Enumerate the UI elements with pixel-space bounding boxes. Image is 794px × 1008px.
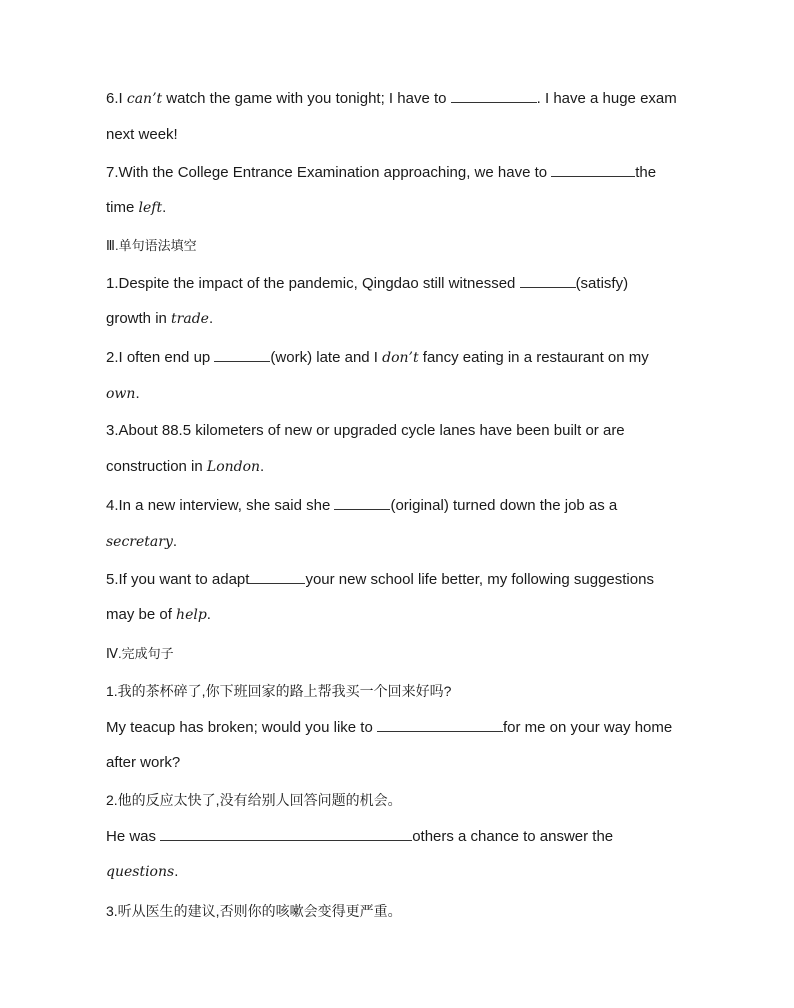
q6-text: watch the game with you tonight; I have to [162,90,451,107]
grammar-q5-text: . [206,606,211,623]
grammar-q5-text: may be of [106,606,177,623]
grammar-q2-line-1 [106,347,649,368]
sentence-q1-line-1 [106,717,672,738]
section-4-heading [106,644,174,664]
sentence-q1-text: for me on your way home [502,719,673,736]
q7-text: 7.With the College Entrance Examination approaching, we have to [106,164,552,181]
q7-italic-word: left [138,200,163,216]
q7-line-2 [106,198,166,218]
grammar-q5-italic-word: help [176,607,207,623]
grammar-q4-line-1 [106,495,617,516]
grammar-q2-text: 2.I often end up [106,349,215,366]
grammar-q1-text: (satisfy) [575,275,629,292]
answer-blank[interactable] [334,495,390,510]
sentence-q1-prompt: 1.我的茶杯碎了,你下班回家的路上帮我买一个回来好吗? [106,683,452,699]
sentence-q2-text: others a chance to answer the [412,828,614,845]
answer-blank[interactable] [249,569,305,584]
q7-line-1 [106,162,656,183]
grammar-q2-text: . [135,385,140,402]
grammar-q1-italic-word: trade [171,311,209,327]
answer-blank[interactable] [160,826,412,841]
section-heading-text: Ⅳ.完成句子 [106,646,174,661]
grammar-q5-text: 5.If you want to adapt [106,571,250,588]
grammar-q4-text: 4.In a new interview, she said she [106,497,335,514]
q6-line-1 [106,88,677,109]
sentence-q1-line-2 [106,753,180,773]
answer-blank[interactable] [520,273,576,288]
grammar-q1-line-2 [106,309,213,329]
grammar-q3-text: 3.About 88.5 kilometers of new or upgraded cycle lanes have been built or are [106,422,625,439]
sentence-q3-chinese [106,901,402,921]
section-3-heading [106,236,197,256]
sentence-q1-text: My teacup has broken; would you like to [106,719,377,736]
q7-text: time [106,199,139,216]
answer-blank[interactable] [214,347,270,362]
grammar-q3-text: construction in [106,458,207,475]
sentence-q3-prompt: 3.听从医生的建议,否则你的咳嗽会变得更严重。 [106,903,402,919]
sentence-q2-chinese [106,790,402,810]
grammar-q5-text: your new school life better, my following suggestions [305,571,654,588]
grammar-q4-italic-word: secretary [106,534,173,550]
grammar-q3-italic-word: London [206,459,261,475]
q6-italic-word: can’t [126,91,163,107]
grammar-q1-text: growth in [106,310,172,327]
sentence-q2-italic-word: questions [106,864,175,880]
sentence-q2-text: . [174,863,179,880]
sentence-q2-prompt: 2.他的反应太快了,没有给别人回答问题的机会。 [106,792,402,808]
section-heading-text: Ⅲ.单句语法填空 [106,238,197,253]
q6-text: next week! [106,126,178,143]
grammar-q2-text: fancy eating in a restaurant on my [418,349,649,366]
grammar-q1-text: 1.Despite the impact of the pandemic, Qingdao still witnessed [106,275,520,292]
grammar-q2-line-2 [106,384,140,404]
grammar-q1-line-1 [106,273,628,294]
sentence-q1-chinese [106,681,451,701]
q7-text: . [162,199,167,216]
answer-blank[interactable] [451,88,537,103]
grammar-q3-line-1 [106,421,625,441]
sentence-q1-text: after work? [106,754,181,771]
sentence-q2-text: He was [106,828,161,845]
answer-blank[interactable] [551,162,635,177]
q7-text: the [635,164,657,181]
grammar-q4-line-2 [106,532,177,552]
grammar-q3-line-2 [106,457,264,477]
sentence-q2-line-2 [106,862,178,882]
grammar-q4-text: . [172,533,178,550]
answer-blank[interactable] [377,717,503,732]
q6-text: . I have a huge exam [536,90,677,107]
grammar-q2-text: (work) late and I [270,349,383,366]
grammar-q5-line-2 [106,605,211,625]
grammar-q5-line-1 [106,569,654,590]
grammar-q4-text: (original) turned down the job as a [390,497,618,514]
q6-line-2 [106,125,178,145]
grammar-q2-italic-word: don’t [382,350,419,366]
q6-text: 6.I [106,90,127,107]
grammar-q2-italic-word: own [106,386,136,402]
sentence-q2-line-1 [106,826,613,847]
grammar-q3-text: . [260,458,265,475]
grammar-q1-text: . [208,310,214,327]
